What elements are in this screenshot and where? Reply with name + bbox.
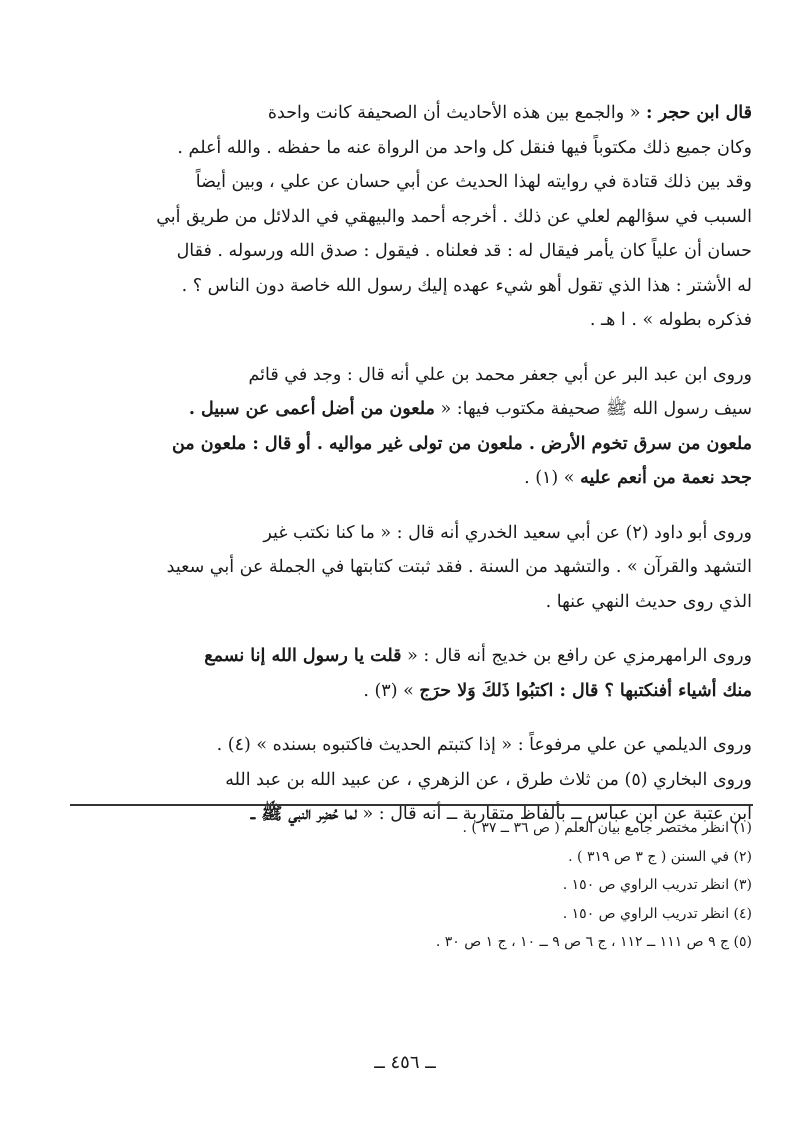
text-line [60,303,752,338]
text-span: سيف رسول الله ﷺ صحيفة مكتوب فيها: « [434,399,752,419]
bold-phrase: ملعون من أضل أعمى عن سبيل . [188,399,435,419]
text-span: » (٣) . [363,680,420,701]
footnote-5: (٥) ج ٩ ص ١١١ ــ ١١٢ ، ج ٦ ص ٩ ــ ١٠ ، ج ١ ص ٣٠ . [435,934,752,951]
text-span: ابن عتبة عن ابن عباس ــ بألفاظ متقاربة ــ أنه قال : « [356,804,752,824]
text-line [60,461,752,496]
bold-phrase: ملعون من سرق تخوم الأرض . ملعون من تولى غير مواليه . أو قال : ملعون من [171,433,752,454]
page-number: ــ ٤٥٦ ــ [374,1052,436,1073]
text-span: وروى الديلمي عن علي مرفوعاً : « إذا كتبتم الحديث فاكتبوه بسنده » (٤) . [216,735,752,755]
bold-phrase: قلت يا رسول الله إنا نسمع [204,646,402,666]
text-line [60,392,752,427]
bold-phrase: جحد نعمة من أنعم عليه [580,468,752,488]
footnote-4: (٤) انظر تدريب الراوي ص ١٥٠ . [562,905,752,922]
text-line [60,516,752,551]
text-line [60,585,752,620]
text-span: وروى الرامهرمزي عن رافع بن خديج أنه قال : « [401,646,752,666]
text-span: وكان جميع ذلك مكتوباً فيها فنقل كل واحد من الرواة عنه ما حفظه . والله أعلم . [177,137,752,158]
text-span: فذكره بطوله » . ا هـ . [589,310,752,330]
footnote-3: (٣) انظر تدريب الراوي ص ١٥٠ . [562,877,752,894]
text-line [60,200,752,235]
text-span: » (١) . [524,468,581,488]
text-span: التشهد والقرآن » . والتشهد من السنة . فقد ثبتت كتابتها في الجملة عن أبي سعيد [166,557,752,577]
bold-phrase: قال ابن حجر : [646,103,752,123]
text-line [60,269,752,304]
text-line [60,550,752,585]
text-line [60,234,752,269]
text-line [60,427,752,462]
text-span: وقد بين ذلك قتادة في روايته لهذا الحديث عن أبي حسان عن علي ، وبين أيضاً [195,172,752,192]
footnotes [60,814,752,957]
bold-phrase: منك أشياء أفنكتبها ؟ قال : اكتبُوا ذَلكَ وَلا حرَج [419,680,752,701]
text-span: الذي روى حديث النهي عنها . [545,591,752,612]
paragraph-ramahurmuzi [60,639,752,708]
text-span: له الأشتر : هذا الذي تقول أهو شيء عهده إليك رسول الله خاصة دون الناس ؟ . [181,275,752,296]
text-line [60,131,752,166]
footnote-2: (٢) في السنن ( ج ٣ ص ٣١٩ ) . [568,848,752,865]
text-span: وروى ابن عبد البر عن أبي جعفر محمد بن علي أنه قال : وجد في قائم [248,364,752,385]
text-line [60,763,752,798]
text-span: وروى البخاري (٥) من ثلاث طرق ، عن الزهري ، عن عبيد الله بن عبد الله [225,769,752,790]
text-span: حسان أن علياً كان يأمر فيقال له : قد فعلناه . فيقول : صدق الله ورسوله . فقال [176,241,752,261]
text-span: وروى أبو داود (٢) عن أبي سعيد الخدري أنه قال : « ما كنا نكتب غير [263,522,752,543]
main-text [60,96,752,840]
text-line [60,639,752,674]
footnote-divider [70,804,753,806]
paragraph-ibn-hajar [60,96,752,338]
text-span: السبب في سؤالهم لعلي عن ذلك . أخرجه أحمد والبيهقي في الدلائل من طريق أبي [156,206,752,227]
text-line [60,674,752,709]
bold-phrase: لما حُضِر النبي ﷺ ــ [250,804,357,824]
text-line [60,165,752,200]
text-line [60,728,752,763]
text-span: « والجمع بين هذه الأحاديث أن الصحيفة كانت واحدة [267,103,647,123]
text-line [60,358,752,393]
text-line [60,96,752,131]
paragraph-ibn-abd-al-barr [60,358,752,496]
paragraph-abu-dawud [60,516,752,620]
footnote-1: (١) انظر مختصر جامع بيان العلم ( ص ٣٦ ــ ٣٧ ) . [462,820,752,836]
